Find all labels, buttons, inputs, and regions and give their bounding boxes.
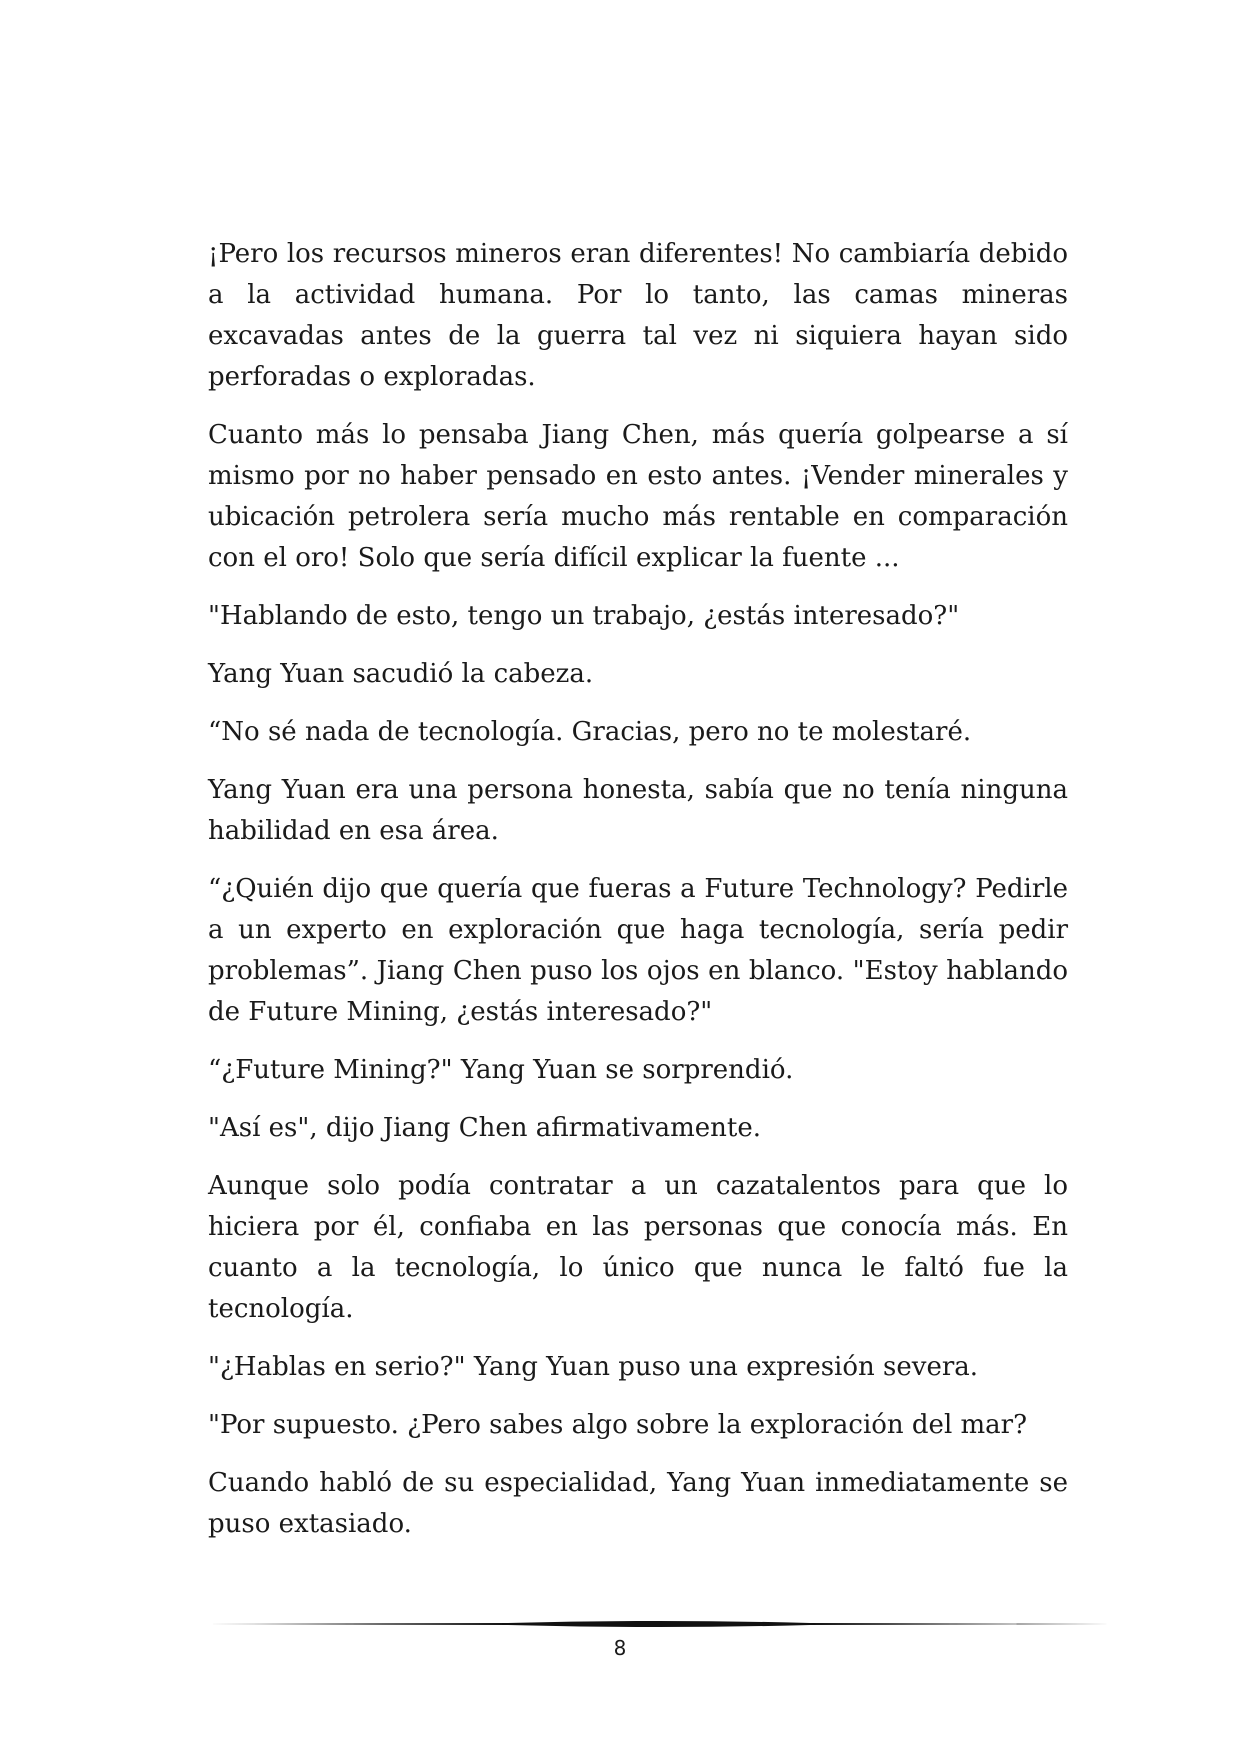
paragraph: Cuanto más lo pensaba Jiang Chen, más quería golpearse a sí mismo por no haber pensado en esto antes. ¡Vender minerales y ubicación petrolera sería mucho más rentable en comparación con el oro! Solo que sería difícil explicar la fuente ...	[208, 420, 1068, 573]
paragraph: "Así es", dijo Jiang Chen afirmativamente.	[208, 1113, 762, 1143]
paragraph: "Hablando de esto, tengo un trabajo, ¿estás interesado?"	[208, 601, 960, 631]
paragraph: “No sé nada de tecnología. Gracias, pero no te molestaré.	[208, 717, 972, 747]
paragraph: Aunque solo podía contratar a un cazatalentos para que lo hiciera por él, confiaba en las personas que conocía más. En cuanto a la tecnología, lo único que nunca le faltó fue la tecnología.	[208, 1171, 1068, 1324]
paragraph: “¿Future Mining?" Yang Yuan se sorprendió.	[208, 1055, 794, 1085]
paragraph: Yang Yuan era una persona honesta, sabía que no tenía ninguna habilidad en esa área.	[208, 775, 1068, 846]
paragraph: ¡Pero los recursos mineros eran diferentes! No cambiaría debido a la actividad humana. Por lo tanto, las camas mineras excavadas antes de la guerra tal vez ni siquiera hayan sido perforadas o exploradas.	[208, 239, 1068, 392]
paragraph: Cuando habló de su especialidad, Yang Yuan inmediatamente se puso extasiado.	[208, 1468, 1068, 1539]
page-number: 8	[613, 1636, 627, 1660]
paragraph: "Por supuesto. ¿Pero sabes algo sobre la exploración del mar?	[208, 1410, 1028, 1440]
paragraph: "¿Hablas en serio?" Yang Yuan puso una expresión severa.	[208, 1352, 979, 1382]
footer-rule	[208, 1617, 1110, 1631]
body-text	[208, 234, 1068, 1562]
paragraph: “¿Quién dijo que quería que fueras a Future Technology? Pedirle a un experto en exploración que haga tecnología, sería pedir problemas”. Jiang Chen puso los ojos en blanco. "Estoy hablando de Future Mining, ¿estás interesado?"	[208, 874, 1068, 1027]
paragraph: Yang Yuan sacudió la cabeza.	[208, 659, 594, 689]
